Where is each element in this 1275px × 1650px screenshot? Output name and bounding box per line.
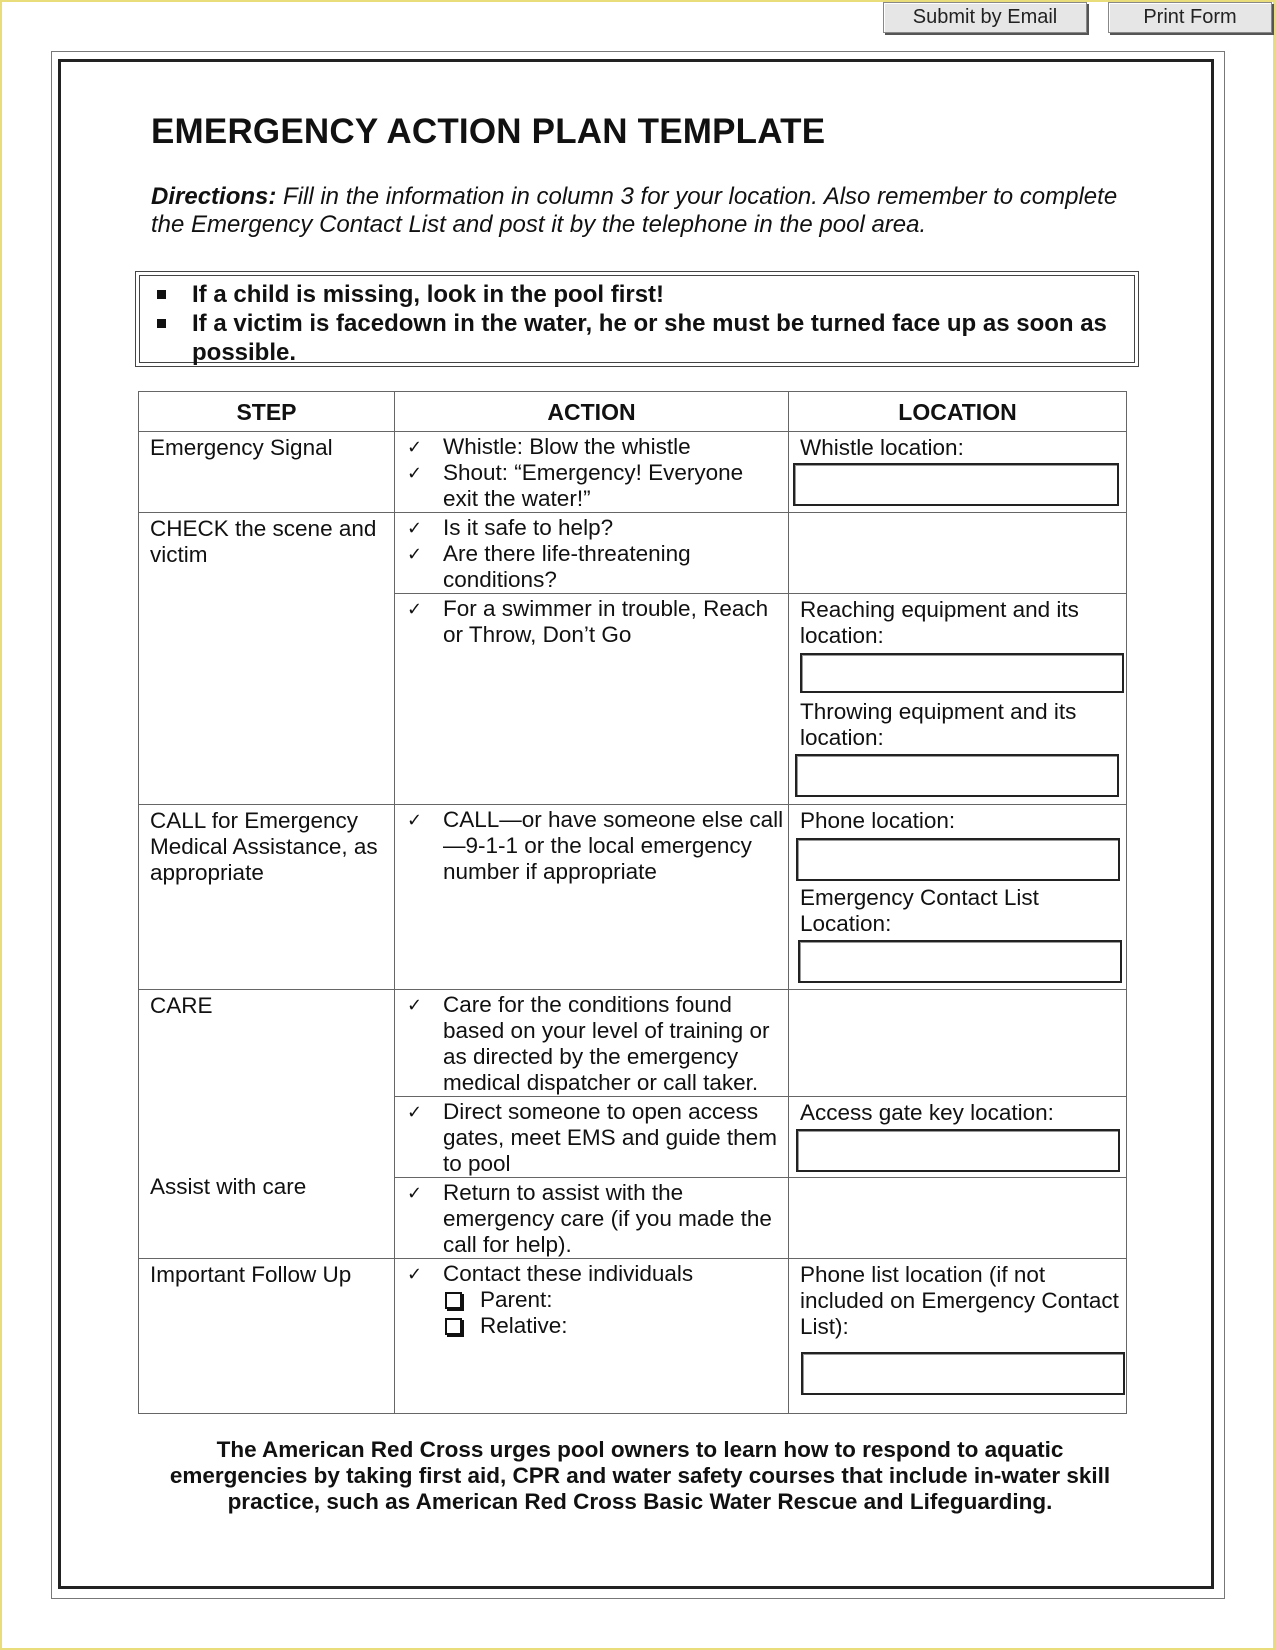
action-item: ✓ CALL—or have someone else call—9-1-1 or the local emergency number if appropriate [407, 807, 784, 884]
page-title: EMERGENCY ACTION PLAN TEMPLATE [151, 112, 826, 151]
table-header-row [139, 392, 1127, 432]
checkbox-icon [445, 1292, 462, 1309]
phone-location-label: Phone location: [800, 808, 956, 833]
check-icon: ✓ [407, 437, 423, 457]
header-location: LOCATION [789, 392, 1127, 432]
step-check-scene: CHECK the scene and victim [139, 513, 395, 805]
check-icon: ✓ [407, 544, 423, 564]
whistle-location-label: Whistle location: [800, 435, 964, 460]
table-row [139, 990, 1127, 1097]
check-icon: ✓ [407, 463, 423, 483]
contact-item: Relative: [443, 1313, 784, 1339]
header-action: ACTION [395, 392, 789, 432]
square-bullet-icon [157, 290, 166, 299]
action-item: ✓ Is it safe to help? [407, 515, 614, 540]
warning-box [135, 271, 1139, 367]
reaching-equipment-label: Reaching equipment and its location: [800, 597, 1079, 648]
table-row [139, 805, 1127, 990]
phone-location-field[interactable] [796, 838, 1120, 881]
check-icon: ✓ [407, 1102, 423, 1122]
square-bullet-icon [157, 319, 166, 328]
access-gate-key-field[interactable] [796, 1129, 1120, 1172]
step-emergency-signal: Emergency Signal [139, 432, 395, 513]
action-item: ✓ Return to assist with the emergency care (if you made the call for help). [407, 1180, 772, 1257]
action-item: ✓ Care for the conditions found based on your level of training or as directed by the emergency medical dispatcher or call taker. [407, 992, 770, 1095]
contact-item: Parent: [443, 1287, 784, 1313]
throwing-equipment-field[interactable] [795, 754, 1119, 797]
action-item: ✓ Are there life-threatening conditions? [407, 541, 691, 592]
check-icon: ✓ [407, 810, 423, 830]
action-item: ✓ Direct someone to open access gates, meet EMS and guide them to pool [407, 1099, 777, 1176]
whistle-location-field[interactable] [793, 463, 1119, 506]
print-form-button[interactable]: Print Form [1108, 2, 1272, 33]
contact-list-location-label: Emergency Contact List Location: [800, 885, 1039, 936]
action-item: ✓ Whistle: Blow the whistle [407, 434, 691, 459]
table-row [139, 432, 1127, 513]
check-icon: ✓ [407, 599, 423, 619]
checkbox-icon [445, 1318, 462, 1335]
table-row [139, 1259, 1127, 1414]
warning-item: If a child is missing, look in the pool first! [154, 280, 1124, 309]
submit-by-email-button[interactable]: Submit by Email [883, 2, 1087, 33]
phone-list-location-label: Phone list location (if not included on Emergency Contact List): [800, 1262, 1119, 1339]
contact-list-location-field[interactable] [798, 940, 1122, 983]
action-item: ✓ Shout: “Emergency! Everyone exit the water!” [407, 460, 744, 511]
action-plan-table [138, 391, 1127, 1414]
access-gate-key-label: Access gate key location: [800, 1100, 1054, 1125]
check-icon: ✓ [407, 995, 423, 1015]
step-assist-with-care: Assist with care [150, 1174, 307, 1199]
table-row [139, 513, 1127, 594]
reaching-equipment-field[interactable] [800, 653, 1124, 693]
header-step: STEP [139, 392, 395, 432]
warning-item: If a victim is facedown in the water, he or she must be turned face up as soon as possible. [154, 309, 1124, 367]
directions-text: Fill in the information in column 3 for your location. Also remember to complete the Emergency Contact List and post it by the telephone in the pool area. [151, 183, 1118, 238]
step-call: CALL for Emergency Medical Assistance, as appropriate [139, 805, 395, 990]
action-item: ✓ For a swimmer in trouble, Reach or Throw, Don’t Go [407, 596, 769, 647]
check-icon: ✓ [407, 1264, 423, 1284]
step-care: CARE [150, 993, 213, 1018]
directions [151, 183, 1131, 239]
warning-list [154, 280, 1124, 367]
phone-list-location-field[interactable] [801, 1352, 1125, 1395]
step-follow-up: Important Follow Up [139, 1259, 395, 1414]
directions-label: Directions: [151, 183, 277, 210]
action-item: ✓ Contact these individuals Parent: Relative: [407, 1261, 784, 1339]
check-icon: ✓ [407, 518, 423, 538]
check-icon: ✓ [407, 1183, 423, 1203]
throwing-equipment-label: Throwing equipment and its location: [800, 699, 1077, 750]
footer-note: The American Red Cross urges pool owners to learn how to respond to aquatic emergencies by taking first aid, CPR and water safety courses that include in-water skill practice, such as American Red Cross Basic Water Rescue and Lifeguarding. [169, 1437, 1111, 1514]
